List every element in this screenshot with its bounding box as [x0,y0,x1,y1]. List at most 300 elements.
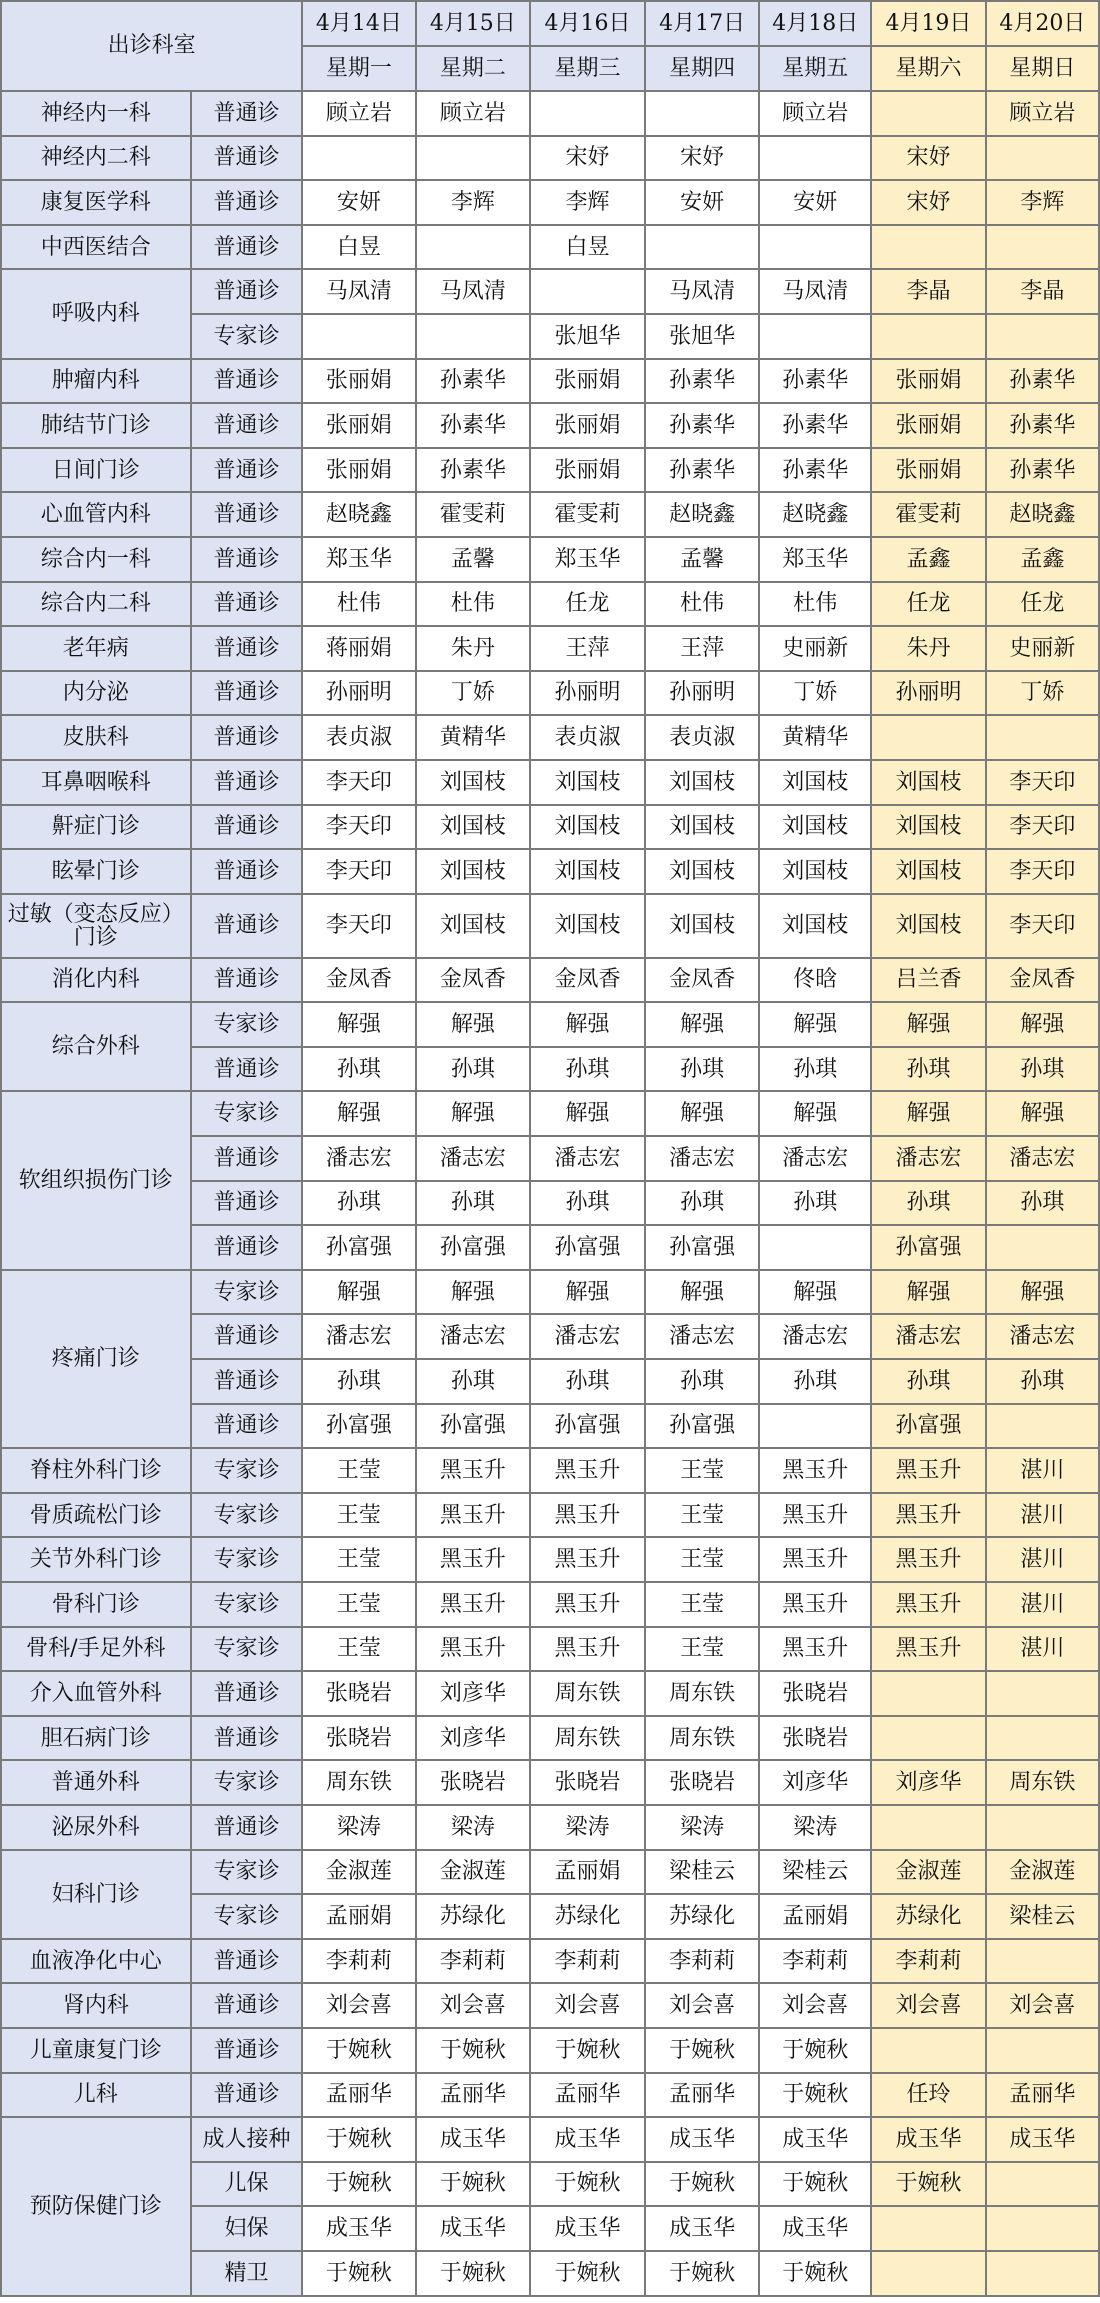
doctor-cell: 孙琪 [416,1047,531,1092]
doctor-cell: 解强 [986,1270,1099,1315]
doctor-cell: 于婉秋 [416,2162,531,2207]
table-row [1,1002,1099,1047]
doctor-cell: 霍雯莉 [416,492,531,537]
table-row [1,225,1099,270]
doctor-cell: 马凤清 [645,269,760,314]
doctor-cell: 张晓岩 [416,1760,531,1805]
doctor-cell: 张晓岩 [645,1760,760,1805]
clinic-type: 普通诊 [191,136,303,181]
doctor-cell: 于婉秋 [302,2251,415,2296]
doctor-cell: 解强 [871,1270,986,1315]
doctor-cell: 解强 [645,1002,760,1047]
doctor-cell: 潘志宏 [986,1136,1099,1181]
table-row [1,91,1099,136]
clinic-type: 普通诊 [191,805,303,850]
table-row [1,1270,1099,1315]
doctor-cell: 黑玉升 [759,1582,871,1627]
doctor-cell: 苏绿化 [871,1894,986,1939]
doctor-cell: 孙素华 [645,448,760,493]
doctor-cell [871,2206,986,2251]
doctor-cell: 黑玉升 [759,1448,871,1493]
department-name: 泌尿外科 [1,1805,191,1850]
doctor-cell: 表贞淑 [645,715,760,760]
department-name: 软组织损伤门诊 [1,1091,191,1269]
doctor-cell: 顾立岩 [759,91,871,136]
doctor-cell: 湛川 [986,1448,1099,1493]
doctor-cell: 朱丹 [416,626,531,671]
doctor-cell: 李莉莉 [759,1939,871,1984]
department-name: 脊柱外科门诊 [1,1448,191,1493]
doctor-cell: 解强 [530,1091,645,1136]
doctor-cell: 孙富强 [871,1404,986,1449]
doctor-cell: 孙素华 [986,359,1099,404]
doctor-cell: 霍雯莉 [871,492,986,537]
department-name: 消化内科 [1,958,191,1003]
doctor-cell: 于婉秋 [645,2162,760,2207]
header-weekday: 星期一 [302,46,415,91]
doctor-cell: 解强 [302,1270,415,1315]
doctor-cell: 宋妤 [871,180,986,225]
doctor-cell: 成玉华 [416,2117,531,2162]
clinic-type: 儿保 [191,2162,303,2207]
table-row [1,2117,1099,2162]
doctor-cell: 张晓岩 [302,1671,415,1716]
doctor-cell [759,136,871,181]
header-date: 4月18日 [759,1,871,46]
doctor-cell: 刘国枝 [416,760,531,805]
doctor-cell [871,2251,986,2296]
doctor-cell: 刘国枝 [416,894,531,958]
doctor-cell [759,225,871,270]
doctor-cell: 黑玉升 [871,1627,986,1672]
doctor-cell: 潘志宏 [416,1314,531,1359]
doctor-cell: 黑玉升 [530,1627,645,1672]
doctor-cell: 王莹 [645,1537,760,1582]
clinic-type: 普通诊 [191,2028,303,2073]
doctor-cell: 刘国枝 [871,805,986,850]
header-date: 4月20日 [986,1,1099,46]
clinic-type: 专家诊 [191,1894,303,1939]
doctor-cell: 顾立岩 [986,91,1099,136]
doctor-cell: 霍雯莉 [530,492,645,537]
department-name: 心血管内科 [1,492,191,537]
doctor-cell: 于婉秋 [759,2028,871,2073]
doctor-cell: 黑玉升 [530,1537,645,1582]
doctor-cell: 孙素华 [986,403,1099,448]
doctor-cell: 孙素华 [986,448,1099,493]
doctor-cell: 王莹 [645,1493,760,1538]
table-row [1,492,1099,537]
doctor-cell: 解强 [871,1091,986,1136]
department-name: 综合内二科 [1,582,191,627]
department-name: 关节外科门诊 [1,1537,191,1582]
doctor-cell: 潘志宏 [871,1136,986,1181]
doctor-cell: 黑玉升 [416,1627,531,1672]
table-row [1,1582,1099,1627]
clinic-type: 妇保 [191,2206,303,2251]
doctor-cell: 宋妤 [871,136,986,181]
doctor-cell: 黑玉升 [416,1448,531,1493]
doctor-cell: 张丽娟 [302,448,415,493]
doctor-cell: 孙素华 [759,448,871,493]
doctor-cell: 孙琪 [302,1181,415,1226]
doctor-cell: 孙富强 [416,1404,531,1449]
doctor-cell: 王莹 [645,1627,760,1672]
doctor-cell: 孙琪 [871,1359,986,1404]
doctor-cell [986,1671,1099,1716]
doctor-cell: 孟丽娟 [302,1894,415,1939]
header-date: 4月17日 [645,1,760,46]
doctor-cell: 金凤香 [530,958,645,1003]
doctor-cell: 孙丽明 [302,671,415,716]
doctor-cell: 丁娇 [759,671,871,716]
doctor-cell: 孟丽华 [986,2073,1099,2118]
doctor-cell [530,269,645,314]
doctor-cell: 李天印 [302,805,415,850]
doctor-cell: 周东铁 [530,1716,645,1761]
doctor-cell: 张丽娟 [871,359,986,404]
table-row [1,537,1099,582]
doctor-cell: 孙琪 [302,1359,415,1404]
doctor-cell: 梁涛 [645,1805,760,1850]
table-row [1,403,1099,448]
clinic-type: 普通诊 [191,180,303,225]
doctor-cell: 于婉秋 [416,2251,531,2296]
clinic-type: 普通诊 [191,760,303,805]
clinic-type: 专家诊 [191,1582,303,1627]
table-row [1,760,1099,805]
doctor-cell: 李天印 [986,805,1099,850]
doctor-cell: 孙琪 [530,1181,645,1226]
doctor-cell: 刘国枝 [871,894,986,958]
doctor-cell: 史丽新 [986,626,1099,671]
table-row [1,1760,1099,1805]
doctor-cell: 赵晓鑫 [645,492,760,537]
doctor-cell: 孙琪 [986,1181,1099,1226]
doctor-cell [986,314,1099,359]
doctor-cell: 王萍 [645,626,760,671]
clinic-type: 普通诊 [191,1225,303,1270]
clinic-type: 精卫 [191,2251,303,2296]
clinic-type: 普通诊 [191,359,303,404]
doctor-cell: 杜伟 [645,582,760,627]
doctor-cell: 孙富强 [302,1225,415,1270]
doctor-cell: 梁涛 [302,1805,415,1850]
doctor-cell: 于婉秋 [871,2162,986,2207]
department-name: 骨质疏松门诊 [1,1493,191,1538]
clinic-type: 普通诊 [191,269,303,314]
header-department-label: 出诊科室 [1,1,302,91]
clinic-type: 专家诊 [191,1002,303,1047]
doctor-cell: 史丽新 [759,626,871,671]
doctor-cell: 刘国枝 [645,805,760,850]
department-name: 胆石病门诊 [1,1716,191,1761]
clinic-type: 专家诊 [191,314,303,359]
doctor-cell: 于婉秋 [302,2117,415,2162]
doctor-cell: 潘志宏 [645,1136,760,1181]
department-name: 神经内二科 [1,136,191,181]
doctor-cell [302,136,415,181]
doctor-cell: 张丽娟 [530,359,645,404]
doctor-cell: 白昱 [530,225,645,270]
doctor-cell: 孟丽华 [530,2073,645,2118]
doctor-cell: 张丽娟 [871,403,986,448]
doctor-cell: 黑玉升 [416,1582,531,1627]
doctor-cell: 王莹 [302,1582,415,1627]
doctor-cell [986,2162,1099,2207]
doctor-cell: 李辉 [416,180,531,225]
doctor-cell: 孙琪 [986,1047,1099,1092]
doctor-cell: 解强 [986,1091,1099,1136]
doctor-cell: 丁娇 [986,671,1099,716]
clinic-type: 普通诊 [191,1805,303,1850]
department-name: 儿科 [1,2073,191,2118]
doctor-cell: 赵晓鑫 [759,492,871,537]
doctor-cell: 金淑莲 [416,1850,531,1895]
doctor-cell: 刘会喜 [871,1983,986,2028]
doctor-cell: 湛川 [986,1582,1099,1627]
doctor-cell: 安妍 [302,180,415,225]
doctor-cell: 李莉莉 [871,1939,986,1984]
table-row [1,715,1099,760]
doctor-cell: 杜伟 [416,582,531,627]
doctor-cell: 孙琪 [530,1047,645,1092]
doctor-cell: 杜伟 [302,582,415,627]
doctor-cell: 成玉华 [871,2117,986,2162]
table-row [1,805,1099,850]
doctor-cell: 孙富强 [302,1404,415,1449]
department-name: 预防保健门诊 [1,2117,191,2295]
doctor-cell: 安妍 [759,180,871,225]
doctor-cell: 黄精华 [759,715,871,760]
doctor-cell: 刘会喜 [530,1983,645,2028]
doctor-cell: 刘国枝 [759,849,871,894]
doctor-cell: 张旭华 [645,314,760,359]
doctor-cell: 孙琪 [871,1047,986,1092]
doctor-cell: 张丽娟 [302,403,415,448]
doctor-cell: 孙素华 [645,359,760,404]
table-row [1,2028,1099,2073]
doctor-cell: 孙富强 [645,1225,760,1270]
doctor-cell: 马凤清 [416,269,531,314]
doctor-cell: 解强 [416,1091,531,1136]
doctor-cell: 解强 [530,1002,645,1047]
doctor-cell: 孙富强 [645,1404,760,1449]
doctor-cell: 张旭华 [530,314,645,359]
clinic-type: 普通诊 [191,671,303,716]
doctor-cell: 解强 [416,1270,531,1315]
doctor-cell: 解强 [530,1270,645,1315]
doctor-cell: 潘志宏 [302,1136,415,1181]
doctor-cell: 李辉 [530,180,645,225]
doctor-cell: 李天印 [986,849,1099,894]
department-name: 肺结节门诊 [1,403,191,448]
doctor-cell: 刘彦华 [416,1671,531,1716]
doctor-cell: 刘国枝 [530,805,645,850]
department-name: 老年病 [1,626,191,671]
doctor-cell [986,1939,1099,1984]
doctor-cell: 孙素华 [759,359,871,404]
clinic-type: 普通诊 [191,1716,303,1761]
doctor-cell: 金凤香 [416,958,531,1003]
doctor-cell: 孙琪 [645,1047,760,1092]
doctor-cell: 黑玉升 [871,1537,986,1582]
table-row [1,1493,1099,1538]
doctor-cell: 张晓岩 [759,1671,871,1716]
doctor-cell: 解强 [759,1270,871,1315]
clinic-type: 普通诊 [191,492,303,537]
doctor-cell: 任龙 [530,582,645,627]
doctor-cell: 李天印 [986,894,1099,958]
doctor-cell: 佟晗 [759,958,871,1003]
doctor-cell [645,91,760,136]
doctor-cell: 张丽娟 [302,359,415,404]
doctor-cell: 王萍 [530,626,645,671]
doctor-cell: 孙素华 [416,448,531,493]
doctor-cell: 成玉华 [302,2206,415,2251]
doctor-cell: 黑玉升 [530,1448,645,1493]
clinic-type: 专家诊 [191,1760,303,1805]
clinic-type: 普通诊 [191,225,303,270]
doctor-cell: 表贞淑 [302,715,415,760]
doctor-cell: 任玲 [871,2073,986,2118]
doctor-cell: 任龙 [986,582,1099,627]
doctor-cell: 赵晓鑫 [986,492,1099,537]
doctor-cell: 表贞淑 [530,715,645,760]
doctor-cell: 于婉秋 [645,2251,760,2296]
doctor-cell: 马凤清 [302,269,415,314]
department-name: 耳鼻咽喉科 [1,760,191,805]
clinic-type: 普通诊 [191,1939,303,1984]
doctor-cell: 解强 [986,1002,1099,1047]
doctor-cell: 解强 [416,1002,531,1047]
doctor-cell: 孟鑫 [871,537,986,582]
doctor-cell: 刘国枝 [759,760,871,805]
doctor-cell: 刘国枝 [871,849,986,894]
clinic-type: 普通诊 [191,958,303,1003]
doctor-cell: 成玉华 [759,2117,871,2162]
doctor-cell [986,1225,1099,1270]
clinic-type: 普通诊 [191,448,303,493]
doctor-cell: 刘国枝 [530,849,645,894]
doctor-cell: 周东铁 [645,1671,760,1716]
doctor-cell: 金淑莲 [302,1850,415,1895]
clinic-type: 普通诊 [191,1671,303,1716]
doctor-cell: 黑玉升 [871,1582,986,1627]
department-name: 呼吸内科 [1,269,191,358]
doctor-cell: 李莉莉 [645,1939,760,1984]
doctor-cell [986,2206,1099,2251]
doctor-cell: 于婉秋 [759,2251,871,2296]
table-row [1,269,1099,314]
clinic-type: 专家诊 [191,1448,303,1493]
doctor-cell: 王莹 [645,1582,760,1627]
doctor-cell: 于婉秋 [759,2162,871,2207]
doctor-cell: 孟鑫 [986,537,1099,582]
doctor-cell: 周东铁 [645,1716,760,1761]
clinic-type: 普通诊 [191,403,303,448]
doctor-cell: 李天印 [302,849,415,894]
doctor-cell: 李辉 [986,180,1099,225]
doctor-cell: 刘会喜 [986,1983,1099,2028]
department-name: 鼾症门诊 [1,805,191,850]
doctor-cell: 孟丽华 [416,2073,531,2118]
table-row [1,894,1099,958]
doctor-cell [986,2251,1099,2296]
clinic-type: 成人接种 [191,2117,303,2162]
doctor-cell: 任龙 [871,582,986,627]
doctor-cell [645,225,760,270]
doctor-cell [986,1805,1099,1850]
department-name: 妇科门诊 [1,1850,191,1939]
doctor-cell: 黑玉升 [530,1582,645,1627]
doctor-cell: 张晓岩 [302,1716,415,1761]
table-row [1,582,1099,627]
doctor-cell: 孙素华 [416,403,531,448]
table-row [1,1091,1099,1136]
doctor-cell: 宋妤 [530,136,645,181]
doctor-cell: 黑玉升 [871,1448,986,1493]
doctor-cell: 金凤香 [302,958,415,1003]
doctor-cell: 苏绿化 [645,1894,760,1939]
doctor-cell: 潘志宏 [530,1136,645,1181]
doctor-cell: 蒋丽娟 [302,626,415,671]
doctor-cell: 孙富强 [416,1225,531,1270]
doctor-cell: 孟馨 [416,537,531,582]
doctor-cell: 黑玉升 [759,1627,871,1672]
doctor-cell [530,91,645,136]
doctor-cell: 刘国枝 [645,760,760,805]
doctor-cell: 金凤香 [645,958,760,1003]
table-row [1,671,1099,716]
doctor-cell [986,136,1099,181]
doctor-cell: 李晶 [871,269,986,314]
department-name: 血液净化中心 [1,1939,191,1984]
doctor-cell: 顾立岩 [416,91,531,136]
doctor-cell: 孙琪 [645,1359,760,1404]
doctor-cell: 成玉华 [645,2206,760,2251]
header-date: 4月14日 [302,1,415,46]
doctor-cell: 解强 [302,1002,415,1047]
doctor-cell: 刘彦华 [416,1716,531,1761]
doctor-cell: 潘志宏 [645,1314,760,1359]
doctor-cell: 丁娇 [416,671,531,716]
doctor-cell: 梁桂云 [759,1850,871,1895]
doctor-cell: 周东铁 [530,1671,645,1716]
header-weekday: 星期四 [645,46,760,91]
clinic-type: 普通诊 [191,2073,303,2118]
clinic-type: 专家诊 [191,1537,303,1582]
doctor-cell: 成玉华 [986,2117,1099,2162]
doctor-cell: 张晓岩 [530,1760,645,1805]
clinic-type: 专家诊 [191,1091,303,1136]
department-name: 儿童康复门诊 [1,2028,191,2073]
doctor-cell [759,1225,871,1270]
doctor-cell: 刘国枝 [416,805,531,850]
doctor-cell: 梁涛 [416,1805,531,1850]
doctor-cell: 孙富强 [530,1225,645,1270]
doctor-cell: 梁涛 [530,1805,645,1850]
department-name: 骨科/手足外科 [1,1627,191,1672]
doctor-cell: 孙富强 [871,1225,986,1270]
doctor-cell: 孟丽娟 [530,1850,645,1895]
doctor-cell: 赵晓鑫 [302,492,415,537]
doctor-cell: 潘志宏 [530,1314,645,1359]
header-date: 4月19日 [871,1,986,46]
clinic-type: 专家诊 [191,1627,303,1672]
doctor-cell: 孙丽明 [530,671,645,716]
department-name: 综合内一科 [1,537,191,582]
